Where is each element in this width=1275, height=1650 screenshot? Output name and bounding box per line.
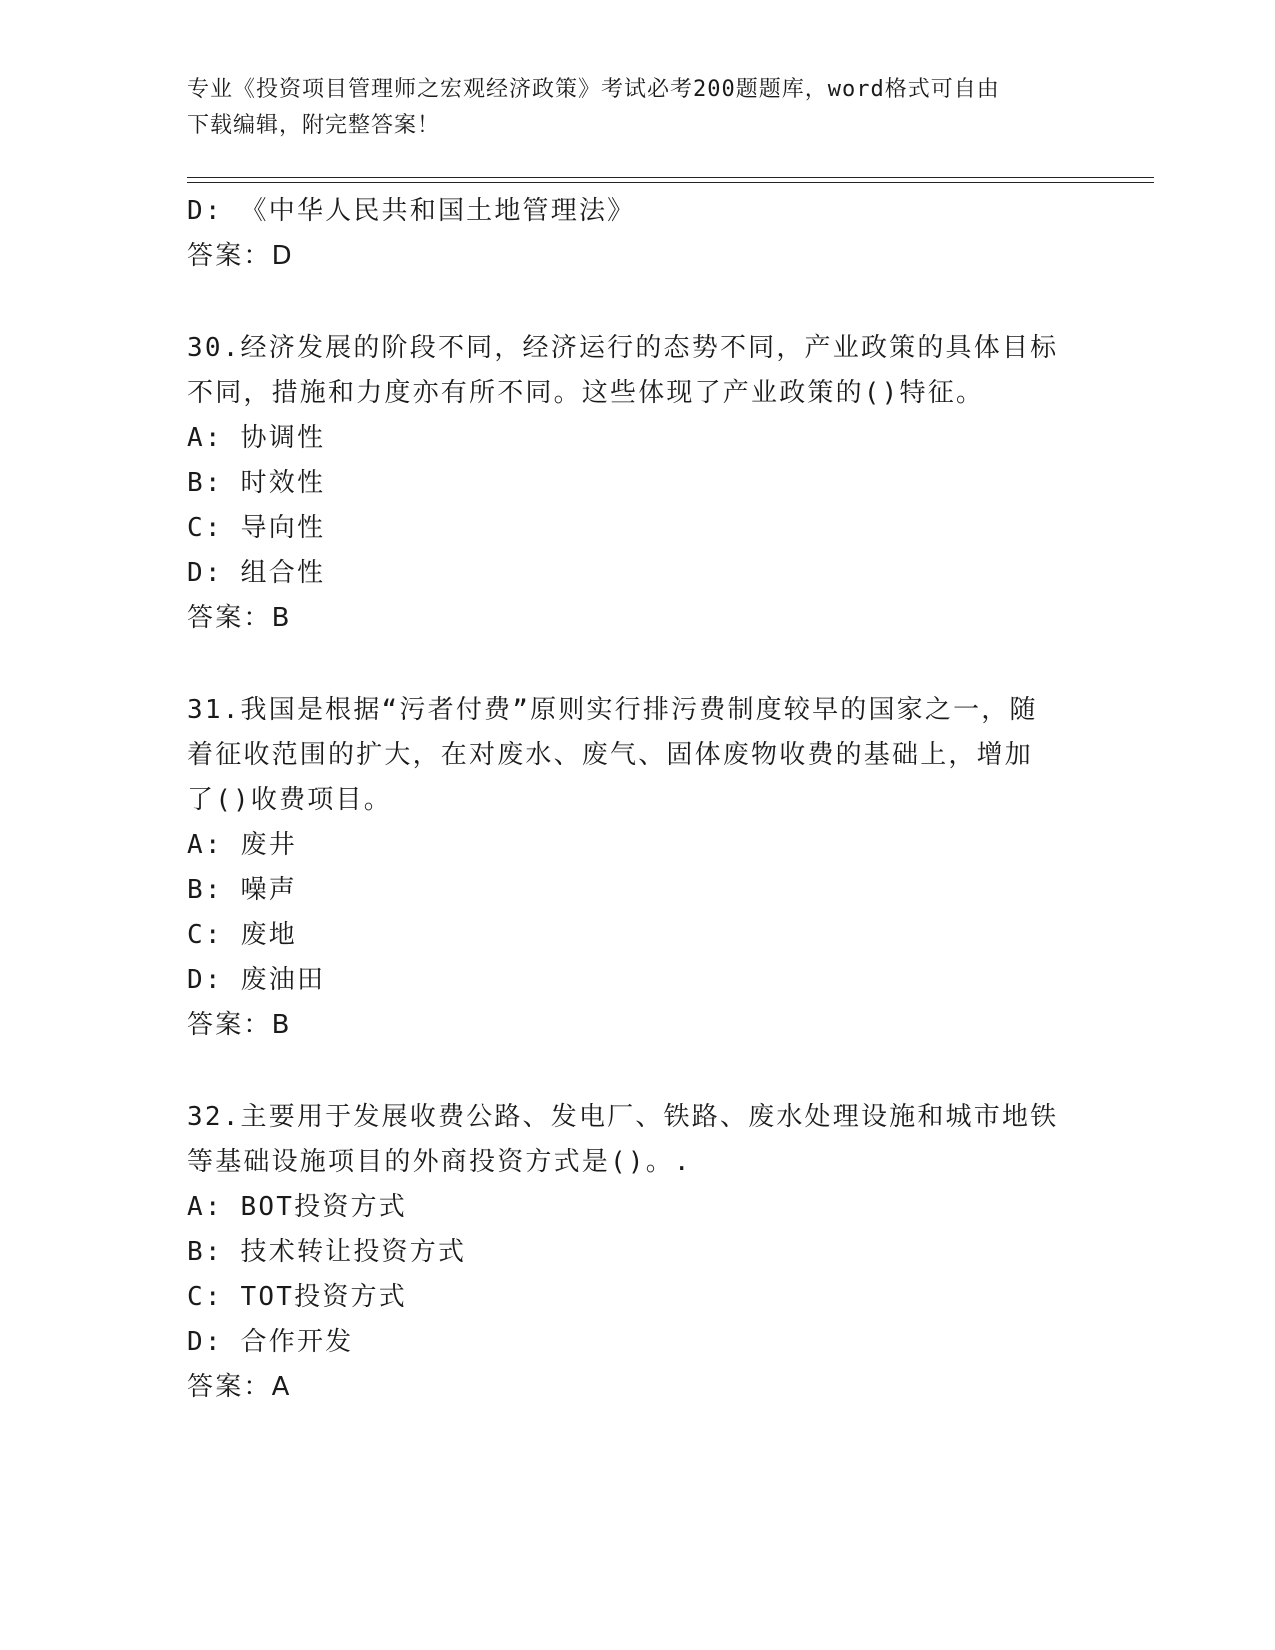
question-content [187, 189, 1087, 1410]
option-b: B: 噪声 [187, 875, 297, 905]
question-stem-line: 不同，措施和力度亦有所不同。这些体现了产业政策的()特征。 [187, 378, 985, 408]
option-a: A: BOT投资方式 [187, 1192, 407, 1222]
prev-answer: 答案：D [187, 241, 294, 271]
question-block-30 [187, 326, 1087, 641]
header-line-1: 专业《投资项目管理师之宏观经济政策》考试必考200题题库，word格式可自由 [187, 77, 1000, 102]
spacer [187, 1048, 1087, 1095]
answer: 答案：B [187, 603, 292, 633]
question-stem-line: 31.我国是根据“污者付费”原则实行排污费制度较早的国家之一，随 [187, 695, 1038, 725]
header-divider-top [187, 177, 1154, 178]
answer: 答案：B [187, 1010, 292, 1040]
document-header [187, 72, 1067, 144]
answer: 答案：A [187, 1372, 292, 1402]
header-divider-bottom [187, 182, 1154, 183]
question-block-31 [187, 688, 1087, 1048]
option-a: A: 协调性 [187, 423, 326, 453]
spacer [187, 641, 1087, 688]
option-d: D: 组合性 [187, 558, 326, 588]
option-a: A: 废井 [187, 830, 297, 860]
option-c: C: 导向性 [187, 513, 326, 543]
question-stem-line: 着征收范围的扩大，在对废水、废气、固体废物收费的基础上，增加 [187, 740, 1034, 770]
header-line-2: 下载编辑，附完整答案！ [187, 113, 441, 138]
spacer [187, 279, 1087, 326]
prev-option-d: D: 《中华人民共和国土地管理法》 [187, 196, 636, 226]
question-stem-line: 32.主要用于发展收费公路、发电厂、铁路、废水处理设施和城市地铁 [187, 1102, 1059, 1132]
option-b: B: 时效性 [187, 468, 326, 498]
option-c: C: TOT投资方式 [187, 1282, 407, 1312]
question-stem-line: 等基础设施项目的外商投资方式是()。. [187, 1147, 692, 1177]
option-d: D: 合作开发 [187, 1327, 354, 1357]
question-stem-line: 了()收费项目。 [187, 785, 392, 815]
question-block-32 [187, 1095, 1087, 1410]
option-c: C: 废地 [187, 920, 297, 950]
option-b: B: 技术转让投资方式 [187, 1237, 467, 1267]
question-stem-line: 30.经济发展的阶段不同，经济运行的态势不同，产业政策的具体目标 [187, 333, 1059, 363]
option-d: D: 废油田 [187, 965, 326, 995]
